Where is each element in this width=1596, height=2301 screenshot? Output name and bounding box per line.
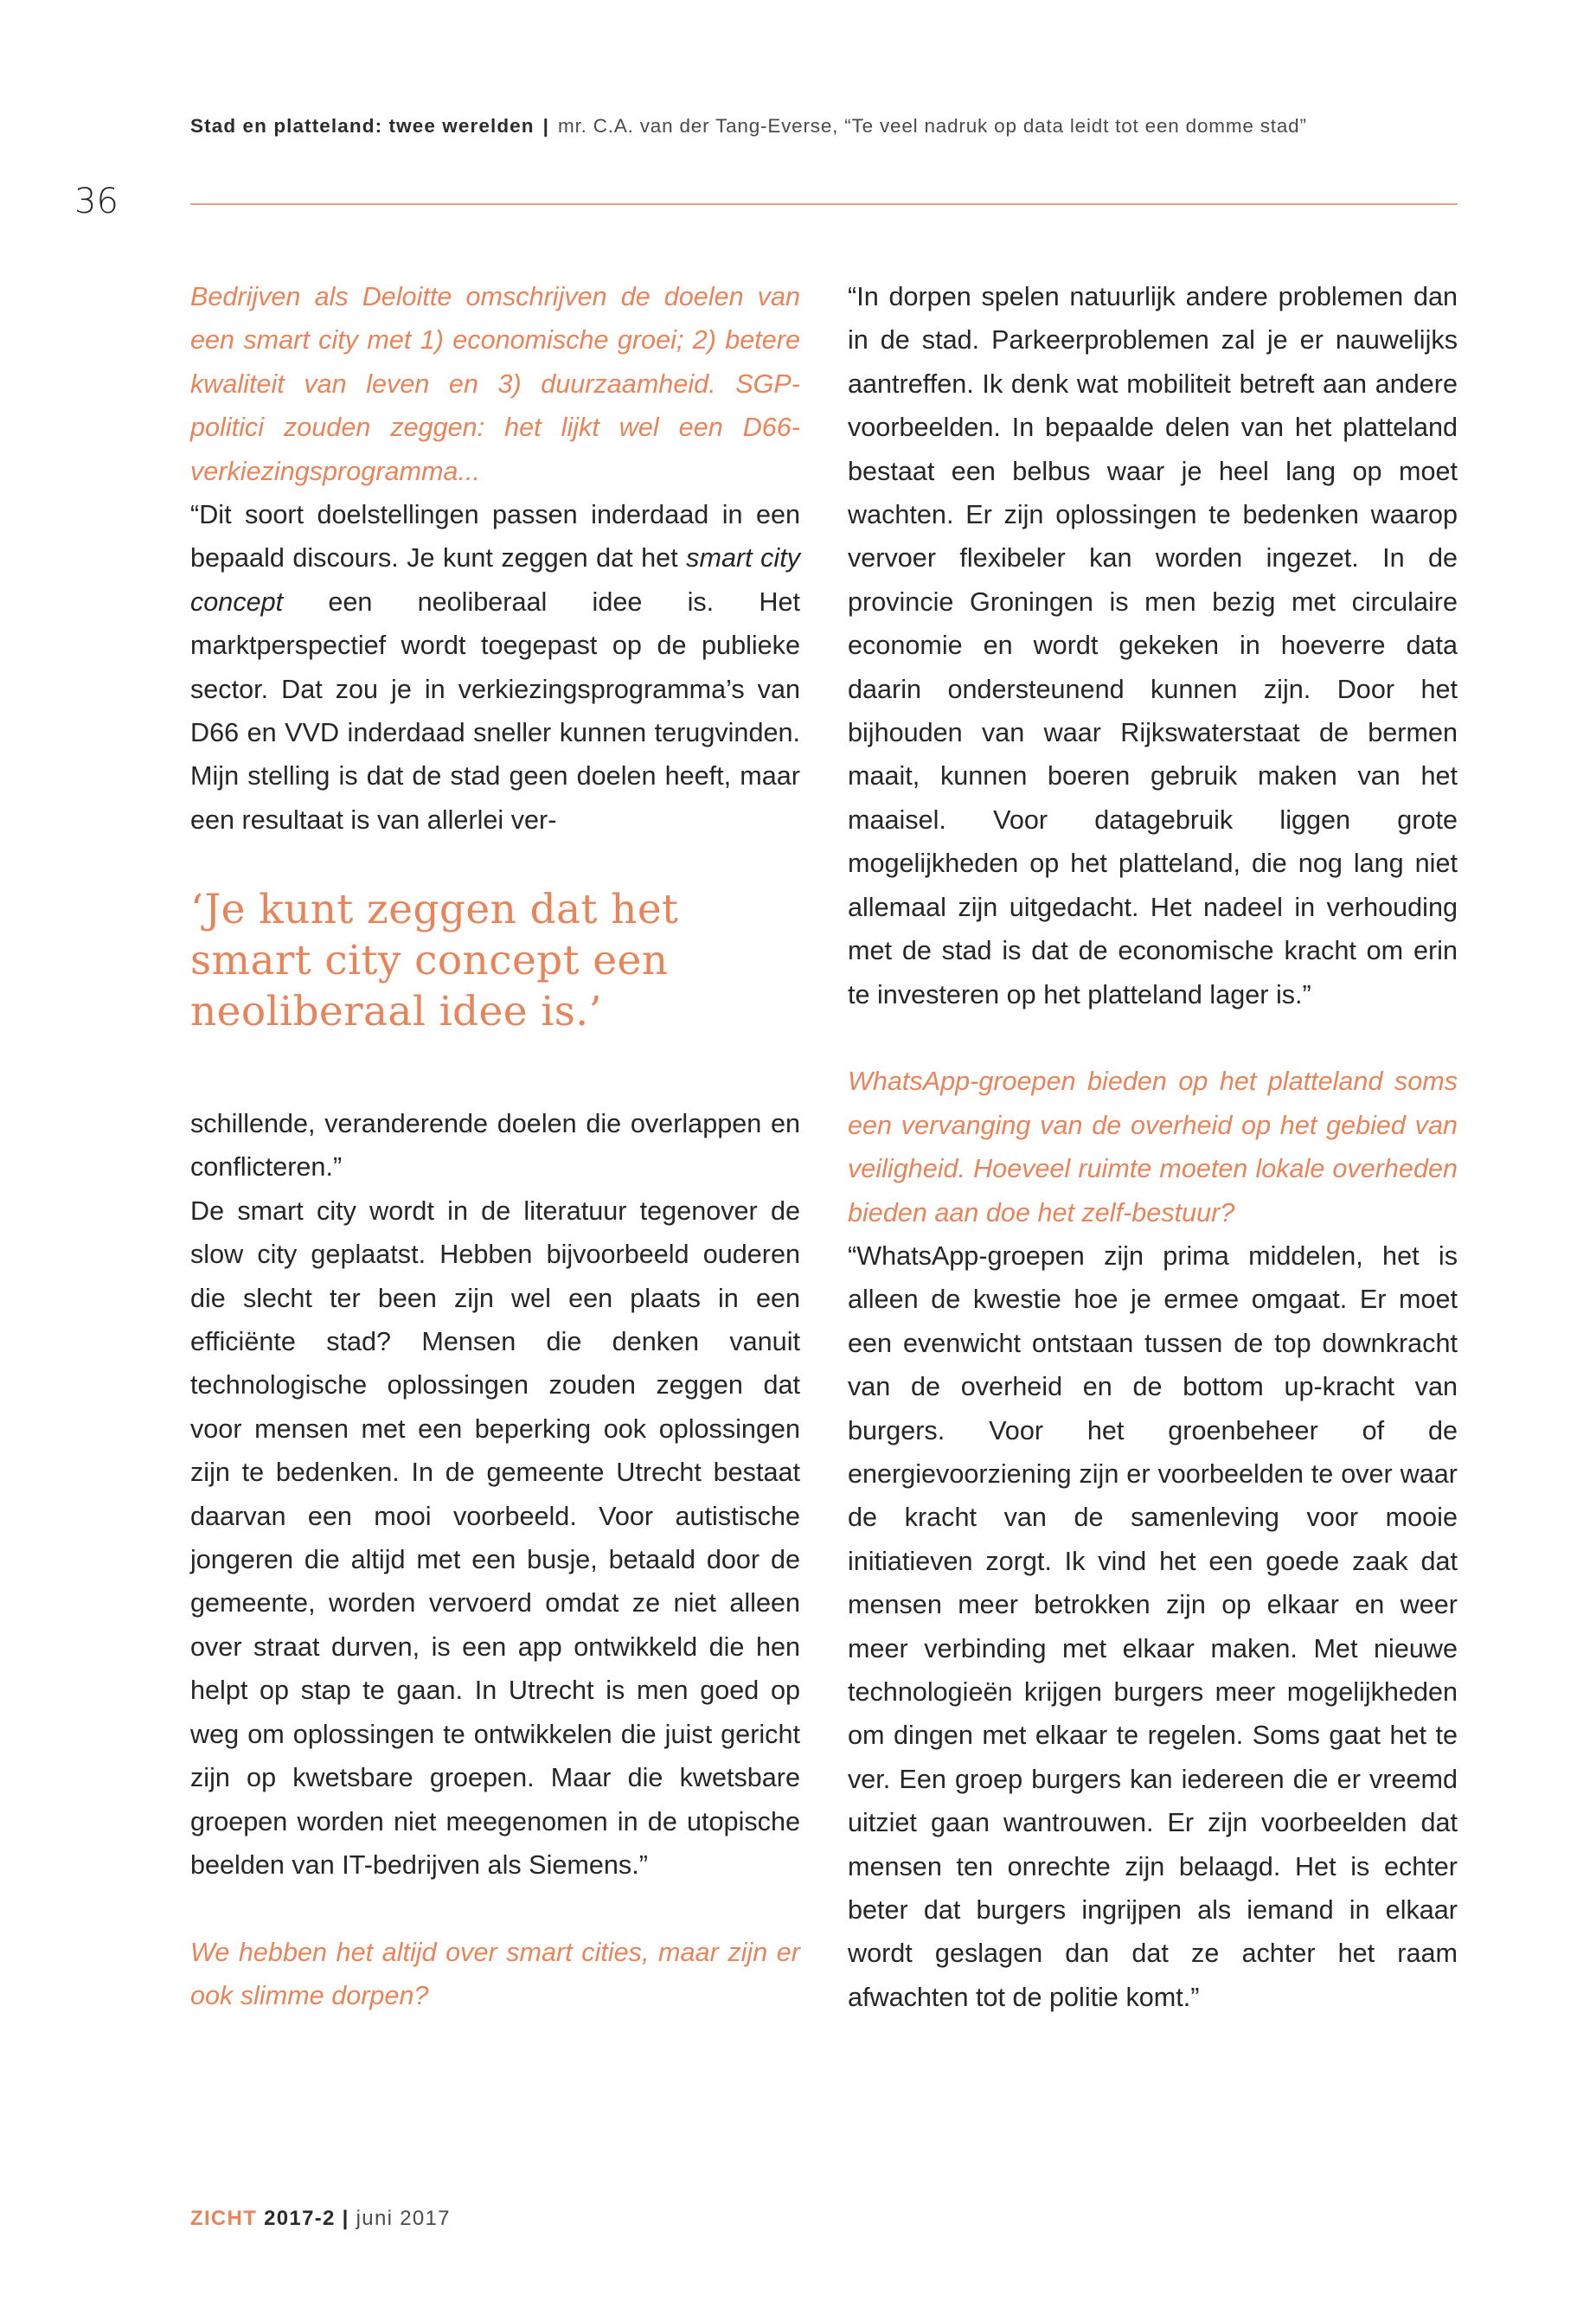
answer-text: een neoliberaal idee is. Het marktperspectief wordt toegepast op de publieke sector. Dat zou je in verkiezingsprogramma’s van D66 en VVD inderdaad sneller kunnen terugvinden. Mijn stelling is dat de stad geen doelen heeft, maar een resultaat is van allerlei ver- xyxy=(190,586,800,835)
header-rule xyxy=(190,203,1458,205)
issue-date: juni 2017 xyxy=(356,2207,451,2230)
running-header xyxy=(190,115,1453,138)
pull-quote-line: ‘Je kunt zeggen dat het xyxy=(190,886,679,933)
page-footer xyxy=(190,2207,451,2231)
interview-question: WhatsApp-groepen bieden op het platteland soms een vervanging van de overheid op het gebied van veiligheid. Hoeveel ruimte moeten lokale overheden bieden aan doe het zelf-bestuur? xyxy=(848,1067,1458,1227)
paragraph-gap xyxy=(848,1016,1458,1060)
page-number: 36 xyxy=(74,182,119,221)
right-column xyxy=(848,275,1458,2019)
magazine-name: ZICHT xyxy=(190,2207,258,2230)
header-separator: | xyxy=(542,115,550,137)
footer-separator: | xyxy=(342,2207,349,2230)
interview-answer: “WhatsApp-groepen zijn prima middelen, het is alleen de kwestie hoe je ermee omgaat. Er moet een evenwicht ontstaan tussen de top downkracht van de overheid en de bottom up-kracht van burgers. Voor het groenbeheer of de energievoorziening zijn er voorbeelden te over waar de kracht van de samenleving voor mooie initiatieven zorgt. Ik vind het een goede zaak dat mensen meer betrokken zijn op elkaar en weer meer verbinding met elkaar maken. Met nieuwe technologieën krijgen burgers meer mogelijkheden om dingen met elkaar te regelen. Soms gaat het te ver. Een groep burgers kan iedereen die er vreemd uitziet gaan wantrouwen. Er zijn voorbeelden dat mensen ten onrechte zijn belaagd. Het is echter beter dat burgers ingrijpen als iemand in elkaar wordt geslagen dan dat ze achter het raam afwachten tot de politie komt.” xyxy=(848,1240,1458,2012)
answer-emphasis: smart city concept xyxy=(190,543,800,617)
interview-answer xyxy=(190,493,800,842)
pull-quote xyxy=(190,884,813,1037)
answer-continuation: schillende, veranderende doelen die overlappen en conflicteren.” xyxy=(190,1109,800,1183)
section-title: Stad en platteland: twee werelden xyxy=(190,115,535,137)
paragraph-gap xyxy=(190,1887,800,1930)
interview-question: Bedrijven als Deloitte omschrijven de doelen van een smart city met 1) economische groei; 2) betere kwaliteit van leven en 3) duurzaamheid. SGP-politici zouden zeggen: het lijkt wel een D66-verkiezingsprogramma... xyxy=(190,282,800,486)
interview-answer: “In dorpen spelen natuurlijk andere problemen dan in de stad. Parkeerproblemen zal je er nauwelijks aantreffen. Ik denk wat mobiliteit betreft aan andere voorbeelden. In bepaalde delen van het platteland bestaat een belbus waar je heel lang op moet wachten. Er zijn oplossingen te bedenken waarop vervoer flexibeler kan worden ingezet. In de provincie Groningen is men bezig met circulaire economie en wordt gekeken in hoeverre data daarin ondersteunend kunnen zijn. Door het bijhouden van waar Rijkswaterstaat de bermen maait, kunnen boeren gebruik maken van het maaisel. Voor datagebruik liggen grote mogelijkheden op het platteland, die nog lang niet allemaal zijn uitgedacht. Het nadeel in verhouding met de stad is dat de economische kracht om erin te investeren op het platteland lager is.” xyxy=(848,282,1458,1009)
answer-text: “Dit soort doelstellingen passen inderdaad in een bepaald discours. Je kunt zeggen dat het xyxy=(190,500,800,574)
left-column-top xyxy=(190,275,800,842)
article-byline: mr. C.A. van der Tang-Everse, “Te veel nadruk op data leidt tot een domme stad” xyxy=(558,115,1307,137)
body-paragraph: De smart city wordt in de literatuur tegenover de slow city geplaatst. Hebben bijvoorbeeld ouderen die slecht ter been zijn wel een plaats in een efficiënte stad? Mensen die denken vanuit technologische oplossingen zouden zeggen dat voor mensen met een beperking ook oplossingen zijn te bedenken. In de gemeente Utrecht bestaat daarvan een mooi voorbeeld. Voor autistische jongeren die altijd met een busje, betaald door de gemeente, worden vervoerd omdat ze niet alleen over straat durven, is een app ontwikkeld die hen helpt op stap te gaan. In Utrecht is men goed op weg om oplossingen te ontwikkelen die juist gericht zijn op kwetsbare groepen. Maar die kwetsbare groepen worden niet meegenomen in de utopische beelden van IT-bedrijven als Siemens.” xyxy=(190,1195,800,1880)
pull-quote-line: neoliberaal idee is.’ xyxy=(190,988,602,1035)
issue-number: 2017-2 xyxy=(264,2207,336,2230)
left-column-bottom xyxy=(190,1102,800,2018)
interview-question: We hebben het altijd over smart cities, maar zijn er ook slimme dorpen? xyxy=(190,1937,800,2011)
pull-quote-line: smart city concept een xyxy=(190,937,669,984)
